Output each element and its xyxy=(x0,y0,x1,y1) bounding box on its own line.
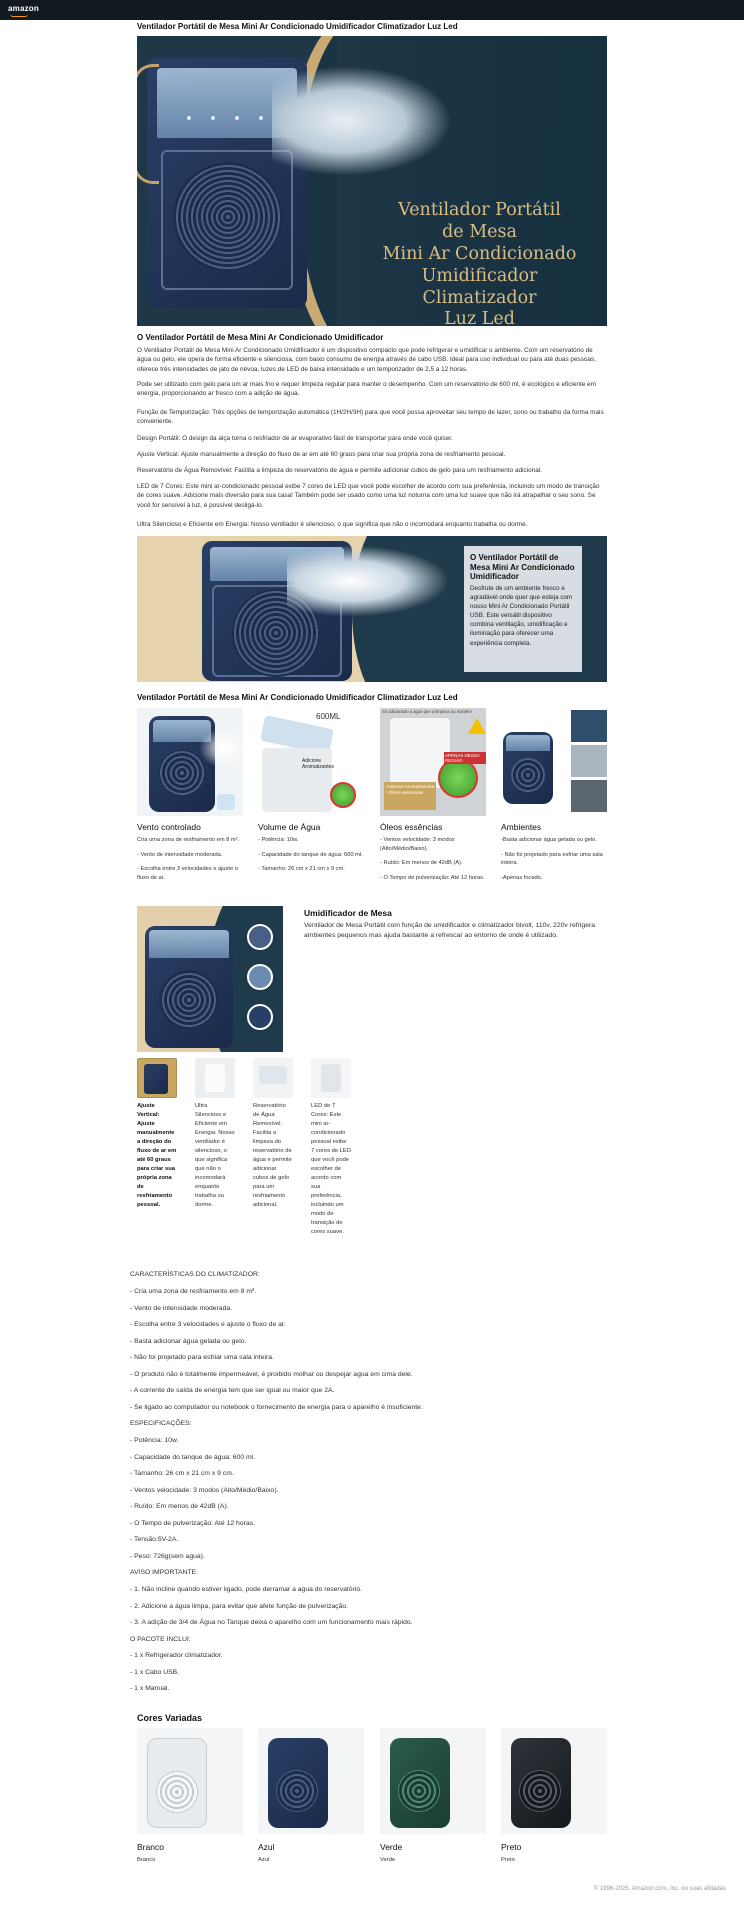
feature-card[interactable] xyxy=(311,1058,351,1237)
spec-line: - Capacidade do tanque de água: 600 ml. xyxy=(130,1454,256,1461)
fan-grill xyxy=(398,1770,440,1812)
detail-circle-icon xyxy=(247,964,273,990)
spec-line: - Ruído: Em menos de 42dB (A). xyxy=(130,1503,229,1510)
highlight-circle-icon xyxy=(438,758,478,798)
comparison-image-1[interactable] xyxy=(137,708,243,816)
fan-grill xyxy=(173,162,283,272)
fan-handle xyxy=(137,64,159,184)
description-paragraph: LED de 7 Cores: Este mini ar-condicionado pessoal exibe 7 cores de LED que você pode escolher de acordo com sua preferência, incluindo um modo de transição de cores suave. Adicione mais diversão para sua casa! Também pode ser usado como uma luz noturna com uma luz suave que não irá atrapalhar o seu sono. Se você for sensível à luz, é possível desligá-lo. xyxy=(137,483,600,509)
comparison-desc-2 xyxy=(258,836,368,874)
feature-text: Ventilador de Mesa Portátil com função de umidificador e climatizador bivolt, 110v, 220v refrigera ambientes pequenos mas ajuda bastante a refrescar ao entorno de onde é utilizado. xyxy=(304,922,596,940)
spec-line: - Se ligado ao computador ou notebook o fornecimento de energia para o aparelho é insuficiente. xyxy=(130,1404,423,1411)
color-name-green: Verde xyxy=(380,1842,403,1852)
spec-line: - O produto não é totalmente impermeável, é proibido molhar ou despejar agua em cima dele. xyxy=(130,1371,413,1378)
detail-circle-icon xyxy=(247,1004,273,1030)
feature-card-text: Ajuste Vertical: Ajuste manualmente a direção do fluxo de ar em até 60 graus para criar sua própria zona de resfriamento pessoal. xyxy=(137,1103,177,1208)
description-paragraph: O Ventilador Portátil de Mesa Mini Ar Condicionado Umidificador é um dispositivo compacto que pode refrigerar e umidificar o ambiente. Com um reservatório de água ou gelo, ele opera de forma eficiente e silenciosa, com baixo consumo de energia através de cabo USB. Ideal para uso individual ou para até duas pessoas, oferece três intensidades de jato de névoa, luzes de LED de baixa intensidade e um temporizador de 2,5 a 12 horas. xyxy=(137,347,596,373)
comparison-desc-line: - O Tempo de pulverização: Até 12 horas. xyxy=(380,874,485,881)
comparison-desc-line: - Não foi projetado para esfriar uma sala inteira. xyxy=(501,851,603,867)
highlight-circle-icon xyxy=(330,782,356,808)
comparison-desc-line: - Tamanho: 26 cm x 21 cm x 9 cm. xyxy=(258,866,345,873)
fan-product-image xyxy=(390,1738,450,1828)
mist-effect xyxy=(272,66,452,176)
comparison-image-2[interactable] xyxy=(258,708,364,816)
comparison-desc-4 xyxy=(501,836,611,882)
spec-line: - Escolha entre 3 velocidades e ajuste o fluxo de ar. xyxy=(130,1321,286,1328)
water-tank xyxy=(149,930,229,958)
color-name-blue: Azul xyxy=(258,1842,275,1852)
warning-icon xyxy=(468,718,486,734)
spec-line: - O Tempo de pulverização: Até 12 horas. xyxy=(130,1520,255,1527)
description-paragraph: Função de Temporização: Três opções de temporização automática (1H/2H/3H) para que você possa aproveitar seu tempo de lazer, sono ou trabalho da forma mais conveniente. xyxy=(137,409,604,426)
spec-line: ESPECIFICAÇÕES: xyxy=(130,1420,192,1427)
hero-title-line: Luz Led xyxy=(444,309,515,326)
spec-line: - 1 x Manual. xyxy=(130,1685,170,1692)
comparison-desc-line: -Basta adicionar água gelada ou gelo. xyxy=(501,837,597,843)
amazon-logo[interactable]: amazon xyxy=(8,4,39,13)
fan-product-image xyxy=(268,1738,328,1828)
feature-card-image xyxy=(195,1058,235,1098)
comparison-title-2: Volume de Água xyxy=(258,822,321,832)
spec-line: - Potência: 10w. xyxy=(130,1437,179,1444)
aroma-label: Adicione Aromatizantes / Óleos essenciais xyxy=(384,782,436,810)
feature-card[interactable] xyxy=(137,1058,177,1210)
control-button-icon xyxy=(259,116,263,120)
banner-info-card xyxy=(464,546,582,672)
hero-title-line: de Mesa xyxy=(442,221,517,242)
mist-effect xyxy=(287,546,447,616)
amazon-smile-icon xyxy=(10,14,28,17)
feature-card-text: Ultra Silencioso e Eficiente em Energia: Nosso ventilador é silencioso, o que significa que não o incomodará enquanto trabalha ou dorme. xyxy=(195,1103,235,1208)
volume-label: 600ML xyxy=(316,712,341,721)
fan-product-image xyxy=(144,1064,168,1094)
hero-title-line: Umidificador Climatizador xyxy=(421,265,538,308)
feature-card-text: Reservatório de Água Removível: Facilita a limpeza do reservatório de água e permite adicionar cubos de gelo para um resfriamento adicional. xyxy=(253,1103,292,1208)
color-option-white[interactable] xyxy=(137,1728,243,1834)
comparison-desc-3 xyxy=(380,836,490,882)
comparison-title-3: Óleos essências xyxy=(380,822,443,832)
comparison-image-4[interactable] xyxy=(501,708,607,816)
color-sub-blue: Azul xyxy=(258,1857,270,1863)
color-sub-black: Preto xyxy=(501,1857,515,1863)
spec-line: - Tensão:5V-2A. xyxy=(130,1536,179,1543)
comparison-desc-line: - Capacidade do tanque de água: 600 ml. xyxy=(258,851,363,858)
description-paragraph: Ultra Silencioso e Eficiente em Energia: Nosso ventilador é silencioso, o que significa que não o incomodará enquanto trabalha ou dorme. xyxy=(137,521,528,528)
color-option-green[interactable] xyxy=(380,1728,486,1834)
comparison-desc-line: - Vento de intensidade moderada. xyxy=(137,851,223,858)
hero-banner xyxy=(137,36,607,326)
feature-card-image xyxy=(137,1058,177,1098)
color-option-black[interactable] xyxy=(501,1728,607,1834)
comparison-desc-line: - Ruído: Em menos de 42dB (A). xyxy=(380,860,463,867)
feature-card-image xyxy=(311,1058,351,1098)
description-paragraph: Pode ser utilizado com gelo para um ar mais frio e requer limpeza regular para manter o desempenho. Com um reservatório de 600 ml, é ecológico e eficiente em energia, proporcionando ar fresco com a adição de água. xyxy=(137,381,596,398)
ambient-photo-3 xyxy=(571,780,607,812)
spec-line: - Não foi projetado para esfriar uma sala inteira. xyxy=(130,1354,274,1361)
description-paragraph: Ajuste Vertical: Ajuste manualmente a direção do fluxo de ar em até 60 graus para criar sua própria zona de resfriamento pessoal. xyxy=(137,451,506,458)
colors-heading: Cores Variadas xyxy=(137,1713,203,1723)
fan-grill xyxy=(159,970,219,1030)
feature-card-text: LED de 7 Cores: Este mini ar-condicionado pessoal exibe 7 cores de LED que você pode escolher de acordo com sua preferência, incluindo um modo de transição de cores suave. xyxy=(311,1103,351,1235)
aroma-hint: Adicione Aromatizantes xyxy=(302,758,334,770)
banner-card-title: O Ventilador Portátil de Mesa Mini Ar Condicionado Umidificador xyxy=(470,553,575,582)
ambient-photo-2 xyxy=(571,745,607,777)
oils-region-label: APENAS NESSA REGIÃO xyxy=(444,752,486,764)
spec-line: O PACOTE INCLUI: xyxy=(130,1636,191,1643)
hero-title-line: Ventilador Portátil xyxy=(398,200,561,220)
color-option-blue[interactable] xyxy=(258,1728,364,1834)
spec-line: - Tamanho: 26 cm x 21 cm x 9 cm. xyxy=(130,1470,234,1477)
water-tank xyxy=(259,1066,287,1084)
spec-line: - Ventos velocidade: 3 modos (Alto/Médio/Baixo). xyxy=(130,1487,279,1494)
description-heading: O Ventilador Portátil de Mesa Mini Ar Condicionado Umidificador xyxy=(137,333,384,342)
description-paragraph: Reservatório de Água Removível: Facilita a limpeza do reservatório de água e permite adicionar cubos de gelo para um resfriamento adicional. xyxy=(137,467,542,474)
hero-title-line: Mini Ar Condicionado xyxy=(382,243,577,264)
comparison-desc-line: -Apenas focado. xyxy=(501,874,543,881)
comparison-desc-1 xyxy=(137,836,247,882)
feature-card[interactable] xyxy=(253,1058,293,1210)
spec-line: - Cria uma zona de resfriamento em 8 m². xyxy=(130,1288,257,1295)
spec-line: - Vento de intensidade moderada. xyxy=(130,1305,233,1312)
feature-main-image[interactable] xyxy=(137,906,283,1052)
fan-product-image xyxy=(321,1064,341,1092)
color-sub-green: Verde xyxy=(380,1857,396,1863)
feature-card[interactable] xyxy=(195,1058,235,1210)
fan-product-image xyxy=(205,1064,225,1092)
spec-line: - Basta adicionar água gelada ou gelo. xyxy=(130,1338,247,1345)
spec-line: - 2. Adicione a água limpa, para evitar que afete função de pulverização. xyxy=(130,1603,349,1610)
fan-grill xyxy=(511,758,545,792)
spec-line: - 1. Não incline quando estiver ligado, pode derramar a agua do reservatório. xyxy=(130,1586,362,1593)
color-name-black: Preto xyxy=(501,1842,522,1852)
color-sub-white: Branco xyxy=(137,1857,156,1863)
control-button-icon xyxy=(211,116,215,120)
banner-card-text: Desfrute de um ambiente fresco e agradável onde quer que esteja com nosso Mini Ar Condicionado Portátil USB. Este versátil dispositivo combina ventilação, umidificação e iluminação para oferecer uma experiência completa. xyxy=(470,584,573,647)
fan-grill xyxy=(156,1771,198,1813)
detail-circle-icon xyxy=(247,924,273,950)
comparison-desc-line: - Ventos velocidade: 3 modos (Alto/Médio/Baixo). xyxy=(380,837,455,852)
spec-line: CARACTERÍSTICAS DO CLIMATIZADOR: xyxy=(130,1271,260,1278)
product-title: Ventilador Portátil de Mesa Mini Ar Condicionado Umidificador Climatizador Luz Led xyxy=(137,22,458,31)
top-navigation-bar xyxy=(0,0,744,20)
description-paragraph: Design Portátil: O design da alça torna o resfriador de ar evaporativo fácil de transportar para onde você quiser. xyxy=(137,435,453,442)
feature-banner xyxy=(137,536,607,682)
spec-line: AVISO IMPORTANTE: xyxy=(130,1569,198,1576)
footer-copyright: © 1996-2025, Amazon.com, Inc. ou suas afiliadas xyxy=(593,1886,726,1892)
comparison-title-4: Ambientes xyxy=(501,822,542,832)
fan-grill xyxy=(519,1770,561,1812)
mist-effect xyxy=(199,728,243,768)
comparison-image-3[interactable] xyxy=(380,708,486,816)
fan-product-image xyxy=(511,1738,571,1828)
fan-product-image xyxy=(145,926,233,1048)
comparison-desc-line: - Potência: 10w. xyxy=(258,837,299,843)
oils-top-note: Só adicionado o água que a limpeza ou mantém xyxy=(382,709,472,714)
hero-title xyxy=(362,200,597,326)
fan-product-image xyxy=(147,1738,207,1828)
spec-line: - A corrente de saída de energia tem que ser igual ou maior que 2A. xyxy=(130,1387,335,1394)
spec-line: - 1 x Refrigerador climatizador. xyxy=(130,1652,223,1659)
feature-card-image xyxy=(253,1058,293,1098)
color-name-white: Branco xyxy=(137,1842,164,1852)
ambient-photo-1 xyxy=(571,710,607,742)
spec-line: - 3. A adição de 3/4 de Água no Tanque deixa o aparelho com um funcionamento mais rápido. xyxy=(130,1619,413,1626)
comparison-heading: Ventilador Portátil de Mesa Mini Ar Condicionado Umidificador Climatizador Luz Led xyxy=(137,693,458,702)
comparison-desc-line: - Escolha entre 3 velocidades e ajuste o fluxo de ar. xyxy=(137,866,238,881)
spec-line: - 1 x Cabo USB. xyxy=(130,1669,180,1676)
control-button-icon xyxy=(187,116,191,120)
fan-grill xyxy=(276,1770,318,1812)
water-tank xyxy=(506,735,550,751)
spec-line: - Peso: 726g(sem agua). xyxy=(130,1553,205,1560)
ice-cube-icon xyxy=(217,794,235,810)
control-button-icon xyxy=(235,116,239,120)
comparison-title-1: Vento controlado xyxy=(137,822,201,832)
fan-product-image xyxy=(503,732,553,804)
feature-heading: Umidificador de Mesa xyxy=(304,908,392,918)
comparison-desc-line: Cria uma zona de resfriamento em 8 m². xyxy=(137,837,240,843)
